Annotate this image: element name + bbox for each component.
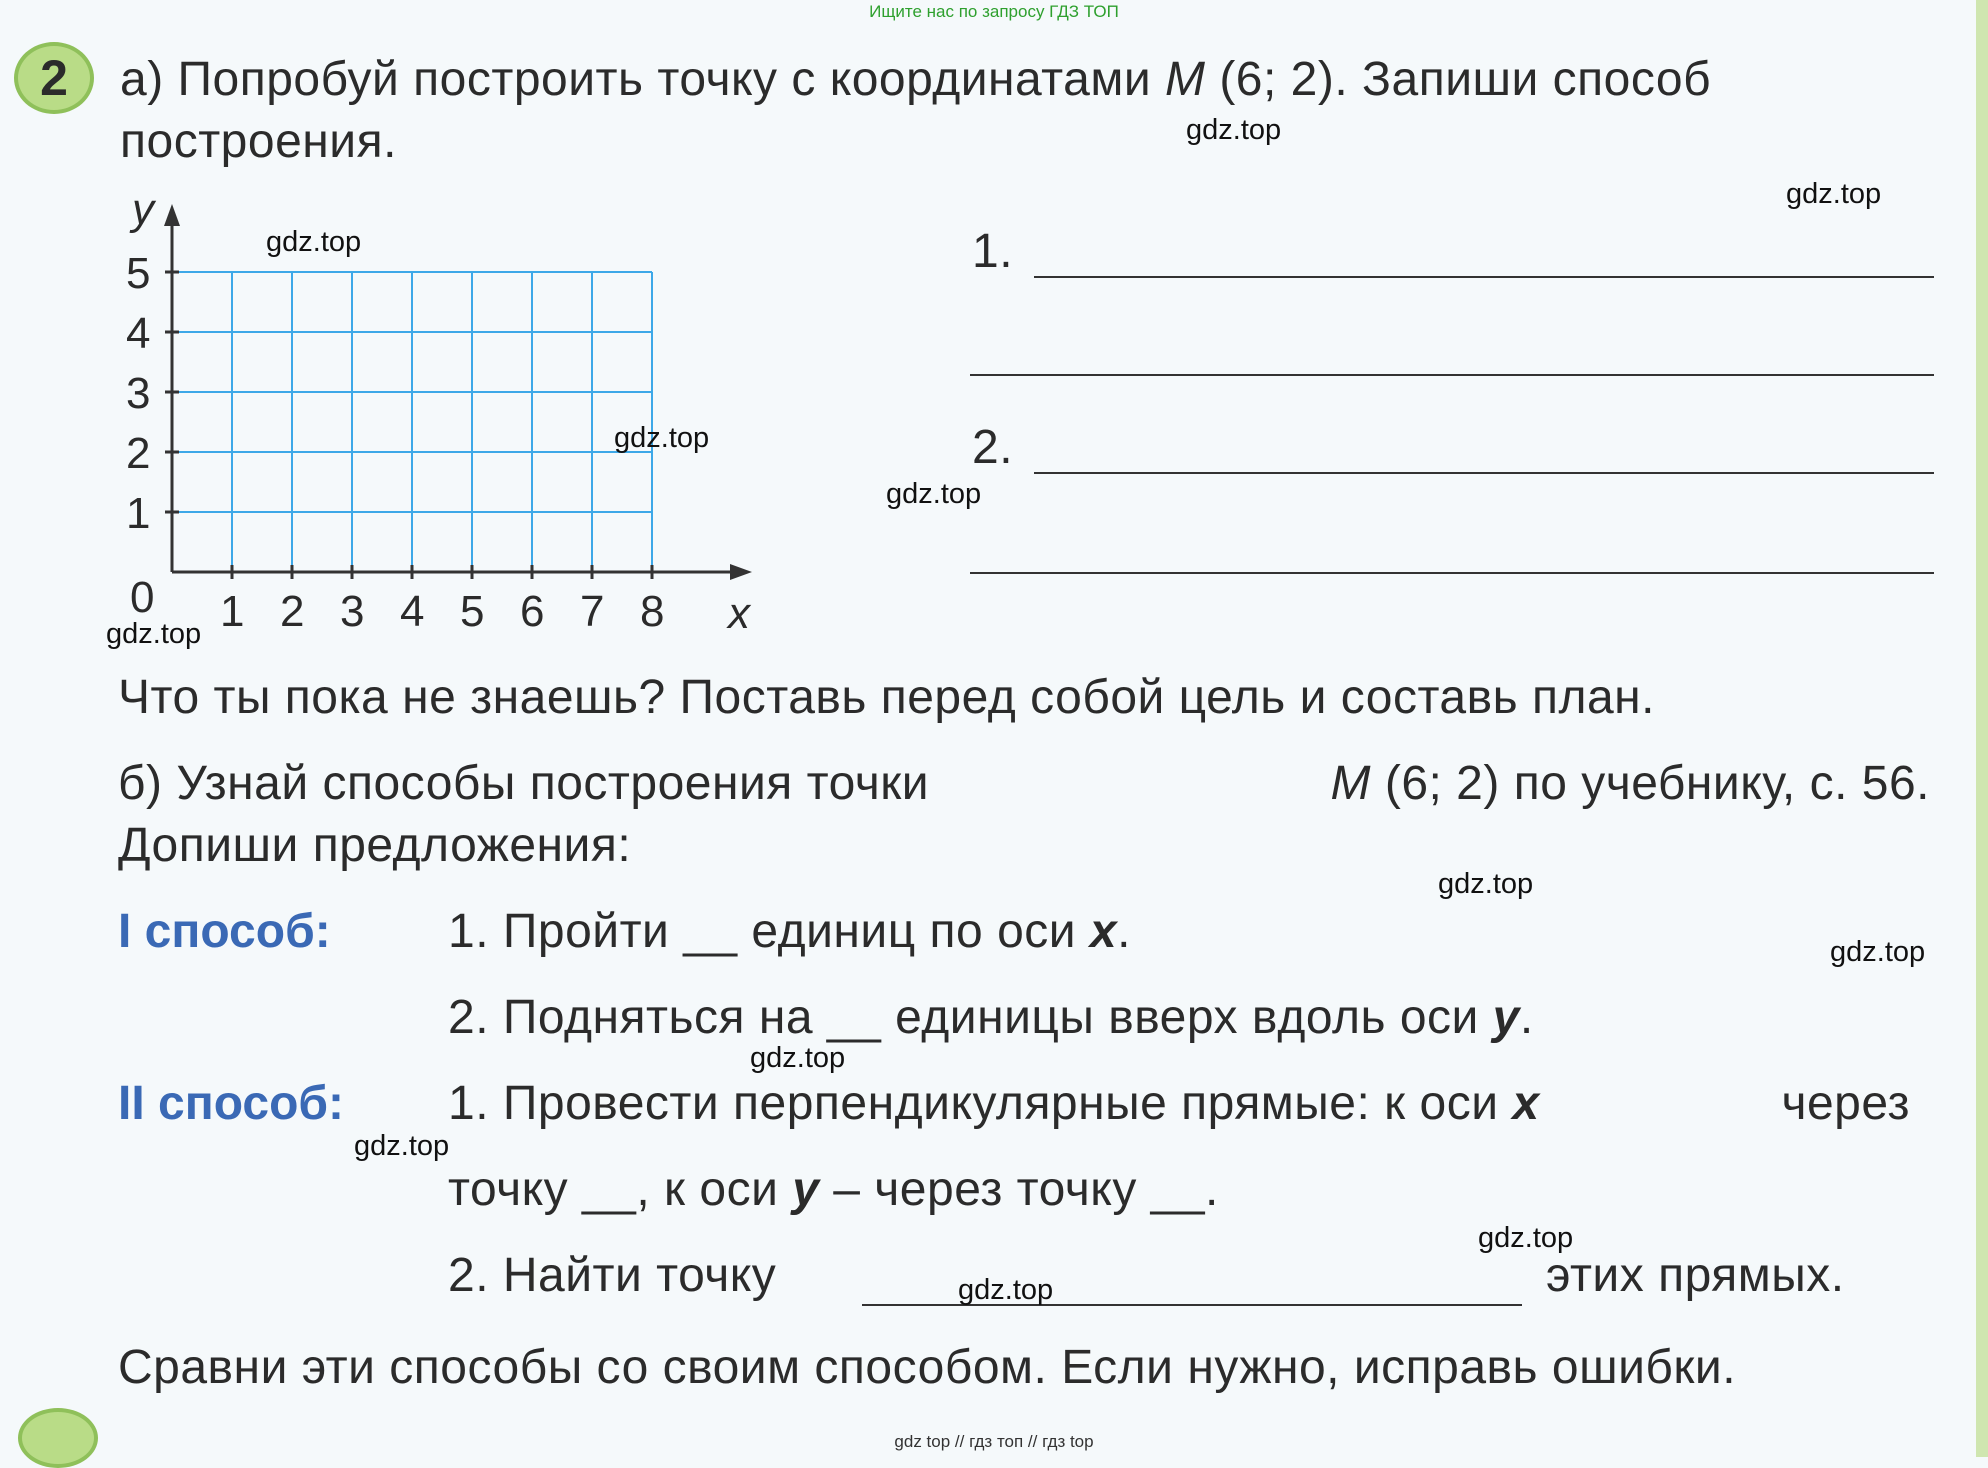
- method-1-step-2: [448, 990, 1534, 1045]
- point-letter: M: [1164, 53, 1206, 106]
- part-b-line1: [118, 756, 1930, 811]
- part-b-coords: (6; 2) по учебнику, с. 56.: [1384, 757, 1930, 810]
- x-tick-label: 4: [400, 587, 425, 636]
- watermark: gdz.top: [1186, 114, 1282, 146]
- watermark: gdz.top: [1830, 936, 1926, 968]
- y-tick-label: 3: [126, 369, 151, 418]
- y-axis-arrow: [164, 204, 180, 226]
- page-edge-strip: [1976, 0, 1988, 1457]
- axis-x-label-2: x: [1512, 1077, 1540, 1130]
- part-a-coords: (6; 2). Запиши способ: [1219, 53, 1712, 106]
- method-2-label: II способ:: [118, 1077, 345, 1130]
- task-number-badge: 2: [14, 42, 94, 114]
- watermark: gdz.top: [266, 226, 362, 258]
- grid-lines: [172, 272, 652, 572]
- method-1-label: I способ:: [118, 905, 331, 958]
- method-1-step-1: [448, 904, 1131, 959]
- footer: gdz top // гдз топ // гдз top: [894, 1432, 1094, 1451]
- y-tick-label: 1: [126, 489, 151, 538]
- x-tick-label: 8: [640, 587, 665, 636]
- watermark: gdz.top: [354, 1130, 450, 1162]
- watermark: gdz.top: [614, 422, 710, 454]
- top-banner: Ищите нас по запросу ГДЗ ТОП: [869, 2, 1119, 21]
- x-tick-label: 1: [220, 587, 245, 636]
- method-2-step-1-end: через: [1781, 1077, 1910, 1130]
- method-1-step-1-end: .: [1117, 905, 1131, 958]
- origin-label: 0: [130, 573, 155, 622]
- x-tick-label: 2: [280, 587, 305, 636]
- answer-line-1b[interactable]: [970, 374, 1934, 376]
- y-tick-label: 5: [126, 249, 151, 298]
- watermark: gdz.top: [958, 1274, 1054, 1306]
- axis-y-label-2: y: [792, 1163, 820, 1216]
- method-2-step-1-cont: [448, 1162, 1219, 1217]
- method-2-step-2-end: этих прямых.: [1546, 1249, 1845, 1302]
- point-letter-b: M: [1330, 757, 1371, 810]
- axis-x-label: x: [1089, 905, 1118, 958]
- method-2-step-1: [448, 1076, 1910, 1131]
- method-1-step-1-text: 1. Пройти __ единиц по оси: [448, 905, 1077, 958]
- watermark: gdz.top: [1786, 178, 1882, 210]
- y-axis-label: y: [132, 190, 154, 234]
- x-tick-label: 6: [520, 587, 545, 636]
- x-tick-label: 5: [460, 587, 485, 636]
- answer-line-1-number: 1.: [972, 225, 1014, 278]
- answer-line-2-number: 2.: [972, 421, 1014, 474]
- answer-line-1a[interactable]: [1034, 276, 1934, 278]
- part-a-line2: построения.: [120, 115, 397, 168]
- part-b-line2: Допиши предложения:: [118, 819, 632, 872]
- method-1-step-2-text: 2. Подняться на __ единицы вверх вдоль оси: [448, 991, 1479, 1044]
- x-tick-label: 7: [580, 587, 605, 636]
- part-b-text: б) Узнай способы построения точки: [118, 757, 930, 810]
- part-a-line1: [120, 52, 1711, 107]
- method-2-step-2: 2. Найти точку: [448, 1249, 777, 1302]
- watermark: gdz.top: [106, 618, 202, 650]
- x-axis-label: x: [728, 589, 750, 638]
- x-tick-label: 3: [340, 587, 365, 636]
- watermark: gdz.top: [886, 478, 982, 510]
- goal-text: Что ты пока не знаешь? Поставь перед собой цель и составь план.: [118, 671, 1655, 724]
- method-2-step-1-text: 1. Провести перпендикулярные прямые: к оси: [448, 1077, 1499, 1130]
- method-2-step-1d-text: – через точку __.: [833, 1163, 1219, 1216]
- compare-text: Сравни эти способы со своим способом. Если нужно, исправь ошибки.: [118, 1341, 1737, 1394]
- y-tick-label: 2: [126, 429, 151, 478]
- watermark: gdz.top: [1478, 1222, 1574, 1254]
- coordinate-graph: [100, 190, 780, 640]
- method-2-step-1c-text: точку __, к оси: [448, 1163, 779, 1216]
- y-tick-label: 4: [126, 309, 151, 358]
- x-axis-arrow: [730, 564, 752, 580]
- part-a-text: а) Попробуй построить точку с координатами: [120, 53, 1152, 106]
- axis-y-label: y: [1492, 991, 1520, 1044]
- watermark: gdz.top: [1438, 868, 1534, 900]
- method-1-step-2-end: .: [1519, 991, 1534, 1044]
- answer-line-2a[interactable]: [1034, 472, 1934, 474]
- answer-line-2b[interactable]: [970, 572, 1934, 574]
- watermark: gdz.top: [750, 1042, 846, 1074]
